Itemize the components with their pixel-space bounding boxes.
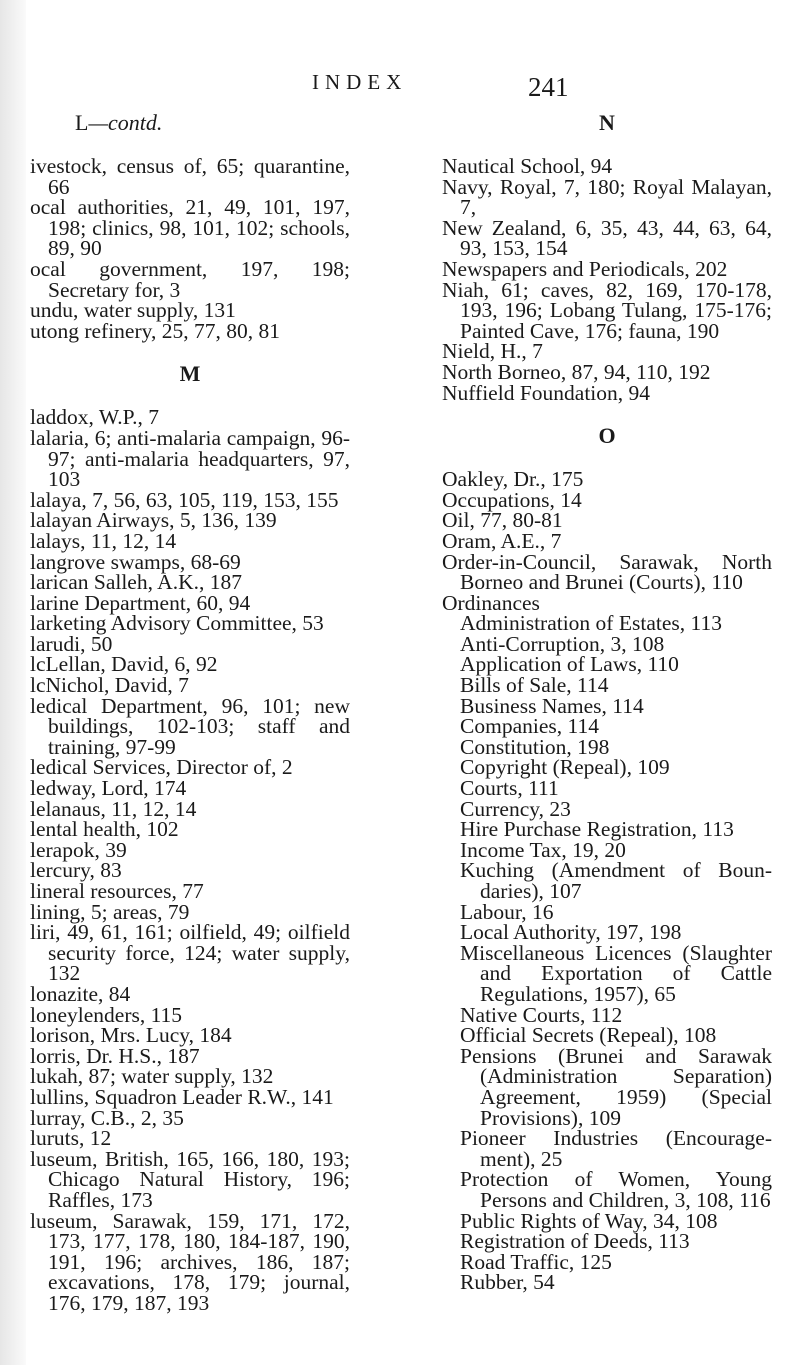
- heading-letter: L: [75, 110, 89, 135]
- section-heading-l-contd: [30, 108, 350, 138]
- index-entry: Miscellaneous Licences (Slaughter and Exportation of Cattle Regulations, 1957), 65: [460, 940, 772, 1006]
- index-entry: lental health, 102: [30, 817, 179, 842]
- index-entry: larudi, 50: [30, 631, 113, 656]
- index-entry: ledway, Lord, 174: [30, 776, 187, 801]
- index-entry: undu, water supply, 131: [30, 298, 236, 323]
- index-entry: Nuffield Foundation, 94: [442, 380, 651, 405]
- right-column: [442, 108, 772, 1293]
- index-entry: Income Tax, 19, 20: [460, 837, 626, 862]
- page-number: 241: [528, 72, 569, 102]
- index-entry: Kuching (Amendment of Boundaries), 107: [460, 858, 772, 903]
- index-entry: Native Courts, 112: [460, 1002, 623, 1027]
- entries-o: [442, 469, 772, 613]
- index-entry: lalaya, 7, 56, 63, 105, 119, 153, 155: [30, 487, 339, 512]
- index-entry: lcLellan, David, 6, 92: [30, 652, 218, 677]
- index-entry: liri, 49, 61, 161; oilfield, 49; oilfield security force, 124; water supply, 132: [30, 920, 350, 986]
- index-entry: lelanaus, 11, 12, 14: [30, 796, 197, 821]
- index-entry: lullins, Squadron Leader R.W., 141: [30, 1084, 334, 1109]
- index-entry: Oil, 77, 80-81: [442, 508, 563, 533]
- index-entry: Oakley, Dr., 175: [442, 467, 584, 492]
- index-entry: Nautical School, 94: [442, 154, 613, 178]
- index-entry: Occupations, 14: [442, 487, 582, 512]
- index-entry: Public Rights of Way, 34, 108: [460, 1208, 718, 1233]
- section-heading-o: O: [598, 423, 616, 449]
- index-entry: lalayan Airways, 5, 136, 139: [30, 508, 277, 533]
- index-entry: ledical Department, 96, 101; new buildings, 102-103; staff and training, 97-99: [30, 693, 350, 759]
- index-entry: Protection of Women, Young Persons and Children, 3, 108, 116: [460, 1167, 772, 1212]
- index-entry: Bills of Sale, 114: [460, 673, 609, 698]
- index-entry: Nield, H., 7: [442, 339, 543, 364]
- index-entry: lalays, 11, 12, 14: [30, 528, 177, 553]
- index-entry: Rubber, 54: [460, 1270, 555, 1295]
- index-entry: Newspapers and Periodicals, 202: [442, 256, 728, 281]
- index-entry: langrove swamps, 68-69: [30, 549, 241, 574]
- heading-suffix: —contd.: [88, 110, 163, 135]
- index-entry: Ordinances: [442, 590, 540, 615]
- index-entry: luseum, British, 165, 166, 180, 193; Chicago Natural History, 196; Raffles, 173: [30, 1146, 350, 1212]
- index-entry: larketing Advisory Committee, 53: [30, 611, 324, 636]
- index-entry: lineral resources, 77: [30, 879, 204, 903]
- index-entry: Order-in-Council, Sarawak, North Borneo and Brunei (Courts), 110: [442, 549, 772, 595]
- index-entry: lukah, 87; water supply, 132: [30, 1064, 274, 1089]
- index-entry: lcNichol, David, 7: [30, 673, 189, 698]
- index-entry: laddox, W.P., 7: [30, 405, 160, 430]
- section-heading-m: M: [179, 361, 201, 387]
- entries-l: [30, 156, 350, 341]
- index-entry: lercury, 83: [30, 858, 122, 883]
- index-entry: Companies, 114: [460, 714, 599, 739]
- index-entry: Anti-Corruption, 3, 108: [460, 631, 665, 656]
- index-entry: Road Traffic, 125: [460, 1249, 612, 1274]
- page-header: [0, 70, 800, 110]
- index-entry: Navy, Royal, 7, 180; Royal Malayan, 7,: [442, 174, 772, 220]
- index-entry: utong refinery, 25, 77, 80, 81: [30, 318, 280, 343]
- index-entry: lorison, Mrs. Lucy, 184: [30, 1023, 232, 1048]
- index-entry: Pioneer Industries (Encouragement), 25: [460, 1126, 772, 1171]
- index-entry: Local Authority, 197, 198: [460, 920, 682, 945]
- index-entry: Labour, 16: [460, 899, 554, 924]
- entries-n: [442, 156, 772, 403]
- index-entry: ocal authorities, 21, 49, 101, 197, 198; clinics, 98, 101, 102; schools, 89, 90: [30, 195, 350, 261]
- page-edge-shadow: [0, 0, 26, 1365]
- index-entry: Pensions (Brunei and Sarawak (Administration Separation) Agreement, 1959) (Special Provisions), 109: [460, 1043, 772, 1130]
- index-entry: lonazite, 84: [30, 981, 131, 1006]
- index-entry: loneylenders, 115: [30, 1002, 183, 1027]
- entries-m: [30, 407, 350, 1313]
- index-entry: Constitution, 198: [460, 734, 610, 759]
- index-entry: Niah, 61; caves, 82, 169, 170-178, 193, 196; Lobang Tulang, 175-176; Painted Cave, 176; fauna, 190: [442, 277, 772, 343]
- page-title: INDEX: [312, 70, 408, 94]
- entries-ordinances: [442, 613, 772, 1293]
- index-entry: Official Secrets (Repeal), 108: [460, 1023, 717, 1048]
- index-entry: North Borneo, 87, 94, 110, 192: [442, 359, 711, 384]
- index-entry: luruts, 12: [30, 1126, 112, 1151]
- index-entry: luseum, Sarawak, 159, 171, 172, 173, 177, 178, 180, 184-187, 190, 191, 196; archives, 186, 187; excavations, 178, 179; journal, 176, 179, 187, 193: [30, 1208, 350, 1315]
- index-entry: Currency, 23: [460, 796, 571, 821]
- index-entry: New Zealand, 6, 35, 43, 44, 63, 64, 93, 153, 154: [442, 215, 772, 261]
- index-entry: Hire Purchase Registration, 113: [460, 817, 734, 842]
- index-entry: lurray, C.B., 2, 35: [30, 1105, 184, 1130]
- index-entry: lerapok, 39: [30, 837, 127, 862]
- index-entry: Courts, 111: [460, 776, 559, 801]
- index-entry: larine Department, 60, 94: [30, 590, 251, 615]
- index-entry: lalaria, 6; anti-malaria campaign, 96-97; anti-malaria headquarters, 97, 103: [30, 425, 350, 492]
- section-heading-n: N: [599, 110, 615, 135]
- index-entry: Administration of Estates, 113: [460, 611, 722, 636]
- index-entry: Copyright (Repeal), 109: [460, 755, 670, 780]
- index-entry: lorris, Dr. H.S., 187: [30, 1043, 200, 1068]
- index-entry: Registration of Deeds, 113: [460, 1229, 690, 1254]
- index-entry: larican Salleh, A.K., 187: [30, 570, 242, 595]
- index-entry: Application of Laws, 110: [460, 652, 679, 677]
- index-entry: ledical Services, Director of, 2: [30, 755, 293, 780]
- index-entry: lining, 5; areas, 79: [30, 899, 190, 924]
- index-entry: ivestock, census of, 65; quarantine, 66: [30, 154, 350, 199]
- index-entry: Business Names, 114: [460, 693, 644, 718]
- left-column: [30, 108, 350, 1313]
- index-entry: Oram, A.E., 7: [442, 528, 562, 553]
- index-entry: ocal government, 197, 198; Secretary for, 3: [30, 256, 350, 302]
